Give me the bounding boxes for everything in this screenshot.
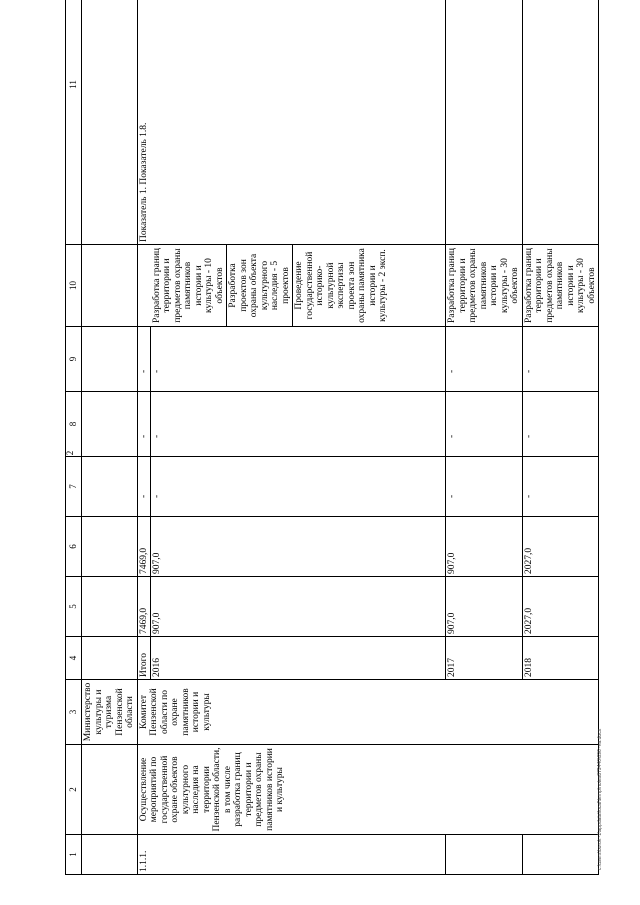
year-total-label: Итого (137, 637, 151, 680)
indicators: Показатель 1. Показатель 1.8. (137, 0, 446, 245)
result-2018: Разработка границ территории и предметов охраны памятников истории и культуры - 30 объектов (522, 245, 599, 327)
cell (82, 392, 138, 457)
ministry-name: Министерство культуры и туризма Пензенской области (82, 680, 138, 745)
cell (82, 577, 138, 637)
footer-file-path: c:\users\borok~1\appdata\local\temp\notes879440\696~на.docx (597, 728, 603, 870)
item-description: Осуществление мероприятий по государственной охране объектов культурного наследия на территории Пензенской области, в том числе разработка границ территории и предметов охраны памятников истории и культуры (137, 745, 599, 835)
col-header-10: 10 (66, 245, 82, 327)
item-number: 1.1.1. (137, 835, 446, 875)
total-col8: - (137, 392, 151, 457)
result-2016-3: Проведение государственной историко-культурной экспертизы проекта зон охраны памятника истории и культуры - 2 эксп. (294, 248, 388, 323)
col-header-7: 7 (66, 457, 82, 517)
col8-2017: - (446, 392, 523, 457)
col-header-3: 3 (66, 680, 82, 745)
value-2018-col6: 2027,0 (522, 517, 599, 577)
cell (522, 0, 599, 245)
col-header-5: 5 (66, 577, 82, 637)
col7-2018: - (522, 457, 599, 517)
col9-2018: - (522, 327, 599, 392)
col7-2017: - (446, 457, 523, 517)
rotated-table-wrapper (65, 25, 597, 875)
year-2016: 2016 (151, 637, 446, 680)
cell (82, 745, 138, 835)
value-2017-col6: 907,0 (446, 517, 523, 577)
cell (446, 835, 523, 875)
col-header-11: 11 (66, 0, 82, 245)
total-row (137, 0, 151, 875)
col8-2016: - (151, 392, 446, 457)
result-2016-2: Разработка проектов зон охраны объекта культурного наследия - 5 проектов (227, 245, 293, 326)
cell (82, 457, 138, 517)
cell (137, 245, 151, 327)
header-row (66, 0, 82, 875)
total-value-col6: 7469,0 (137, 517, 151, 577)
value-2017-col5: 907,0 (446, 577, 523, 637)
col-header-6: 6 (66, 517, 82, 577)
results-2016 (151, 245, 446, 327)
value-2016-col5: 907,0 (151, 577, 446, 637)
year-2017: 2017 (446, 637, 523, 680)
result-2016-1: Разработка границ территории и предметов охраны памятников истории и культуры - 10 объектов (151, 245, 228, 326)
cell (82, 517, 138, 577)
cell (82, 637, 138, 680)
page-number: 2 (65, 450, 75, 456)
col-header-4: 4 (66, 637, 82, 680)
ministry-row (82, 0, 138, 875)
total-col7: - (137, 457, 151, 517)
col8-2018: - (522, 392, 599, 457)
item-executor: Комитет Пензенской области по охране памятников истории и культуры (137, 680, 599, 745)
col9-2017: - (446, 327, 523, 392)
program-table (65, 0, 599, 875)
col-header-1: 1 (66, 835, 82, 875)
total-col9: - (137, 327, 151, 392)
value-2018-col5: 2027,0 (522, 577, 599, 637)
cell (446, 0, 523, 245)
cell (82, 835, 138, 875)
year-2018: 2018 (522, 637, 599, 680)
col-header-9: 9 (66, 327, 82, 392)
col9-2016: - (151, 327, 446, 392)
cell (82, 245, 138, 327)
value-2016-col6: 907,0 (151, 517, 446, 577)
col7-2016: - (151, 457, 446, 517)
col-header-2: 2 (66, 745, 82, 835)
cell (82, 0, 138, 245)
cell (82, 327, 138, 392)
total-value-col5: 7469,0 (137, 577, 151, 637)
col-header-8: 8 (66, 392, 82, 457)
cell (522, 835, 599, 875)
result-2017: Разработка границ территории и предметов охраны памятников истории и культуры - 30 объектов (446, 245, 523, 327)
